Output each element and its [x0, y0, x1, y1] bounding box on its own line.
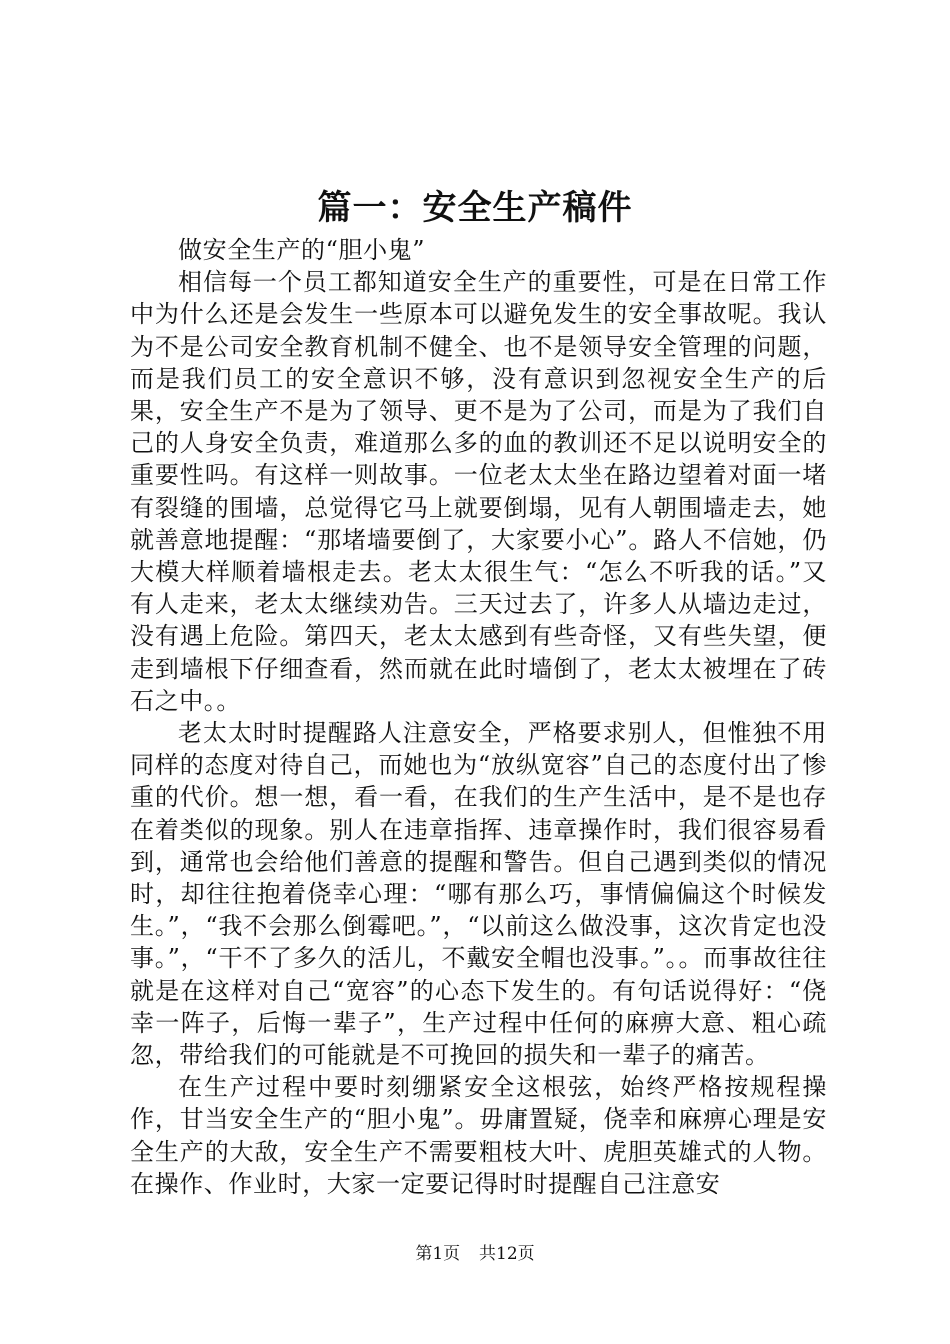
subtitle-paragraph: 做安全生产的“胆小鬼” [178, 236, 426, 264]
body-paragraph: 老太太时时提醒路人注意安全，严格要求别人，但惟独不用同样的态度对待自己，而她也为“放纵宽容”自己的态度付出了惨重的代价。想一想，看一看，在我们的生产生活中，是不是也存在着类似的现象。别人在违章指挥、违章操作时，我们很容易看到，通常也会给他们善意的提醒和警告。但自己遇到类似的情况时，却往往抱着侥幸心理：“哪有那么巧，事情偏偏这个时候发生。”，“我不会那么倒霉吧。”，“以前这么做没事，这次肯定也没事。”，“干不了多久的活儿，不戴安全帽也没事。”。。而事故往往就是在这样对自己“宽容”的心态下发生的。有句话说得好：“侥幸一阵子，后悔一辈子”，生产过程中任何的麻痹大意、粗心疏忽，带给我们的可能就是不可挽回的损失和一辈子的痛苦。 [130, 719, 827, 1070]
page-number: 第1页 [415, 1244, 461, 1264]
body-paragraph: 相信每一个员工都知道安全生产的重要性，可是在日常工作中为什么还是会发生一些原本可以避免发生的安全事故呢。我认为不是公司安全教育机制不健全、也不是领导安全管理的问题，而是我们员工的安全意识不够，没有意识到忽视安全生产的后果，安全生产不是为了领导、更不是为了公司，而是为了我们自己的人身安全负责，难道那么多的血的教训还不足以说明安全的重要性吗。有这样一则故事。一位老太太坐在路边望着对面一堵有裂缝的围墙，总觉得它马上就要倒塌，见有人朝围墙走去，她就善意地提醒：“那堵墙要倒了，大家要小心”。路人不信她，仍大模大样顺着墙根走去。老太太很生气：“怎么不听我的话。”又有人走来，老太太继续劝告。三天过去了，许多人从墙边走过，没有遇上危险。第四天，老太太感到有些奇怪，又有些失望，便走到墙根下仔细查看，然而就在此时墙倒了，老太太被埋在了砖石之中。。 [130, 268, 827, 715]
document-body [130, 234, 827, 1200]
body-paragraph: 在生产过程中要时刻绷紧安全这根弦，始终严格按规程操作，甘当安全生产的“胆小鬼”。毋庸置疑，侥幸和麻痹心理是安全生产的大敌，安全生产不需要粗枝大叶、虎胆英雄式的人物。在操作、作业时，大家一定要记得时时提醒自己注意安 [130, 1073, 827, 1198]
document-title: 篇一：安全生产稿件 [317, 188, 633, 228]
page-footer [0, 1242, 950, 1266]
page-total: 共12页 [479, 1244, 535, 1264]
